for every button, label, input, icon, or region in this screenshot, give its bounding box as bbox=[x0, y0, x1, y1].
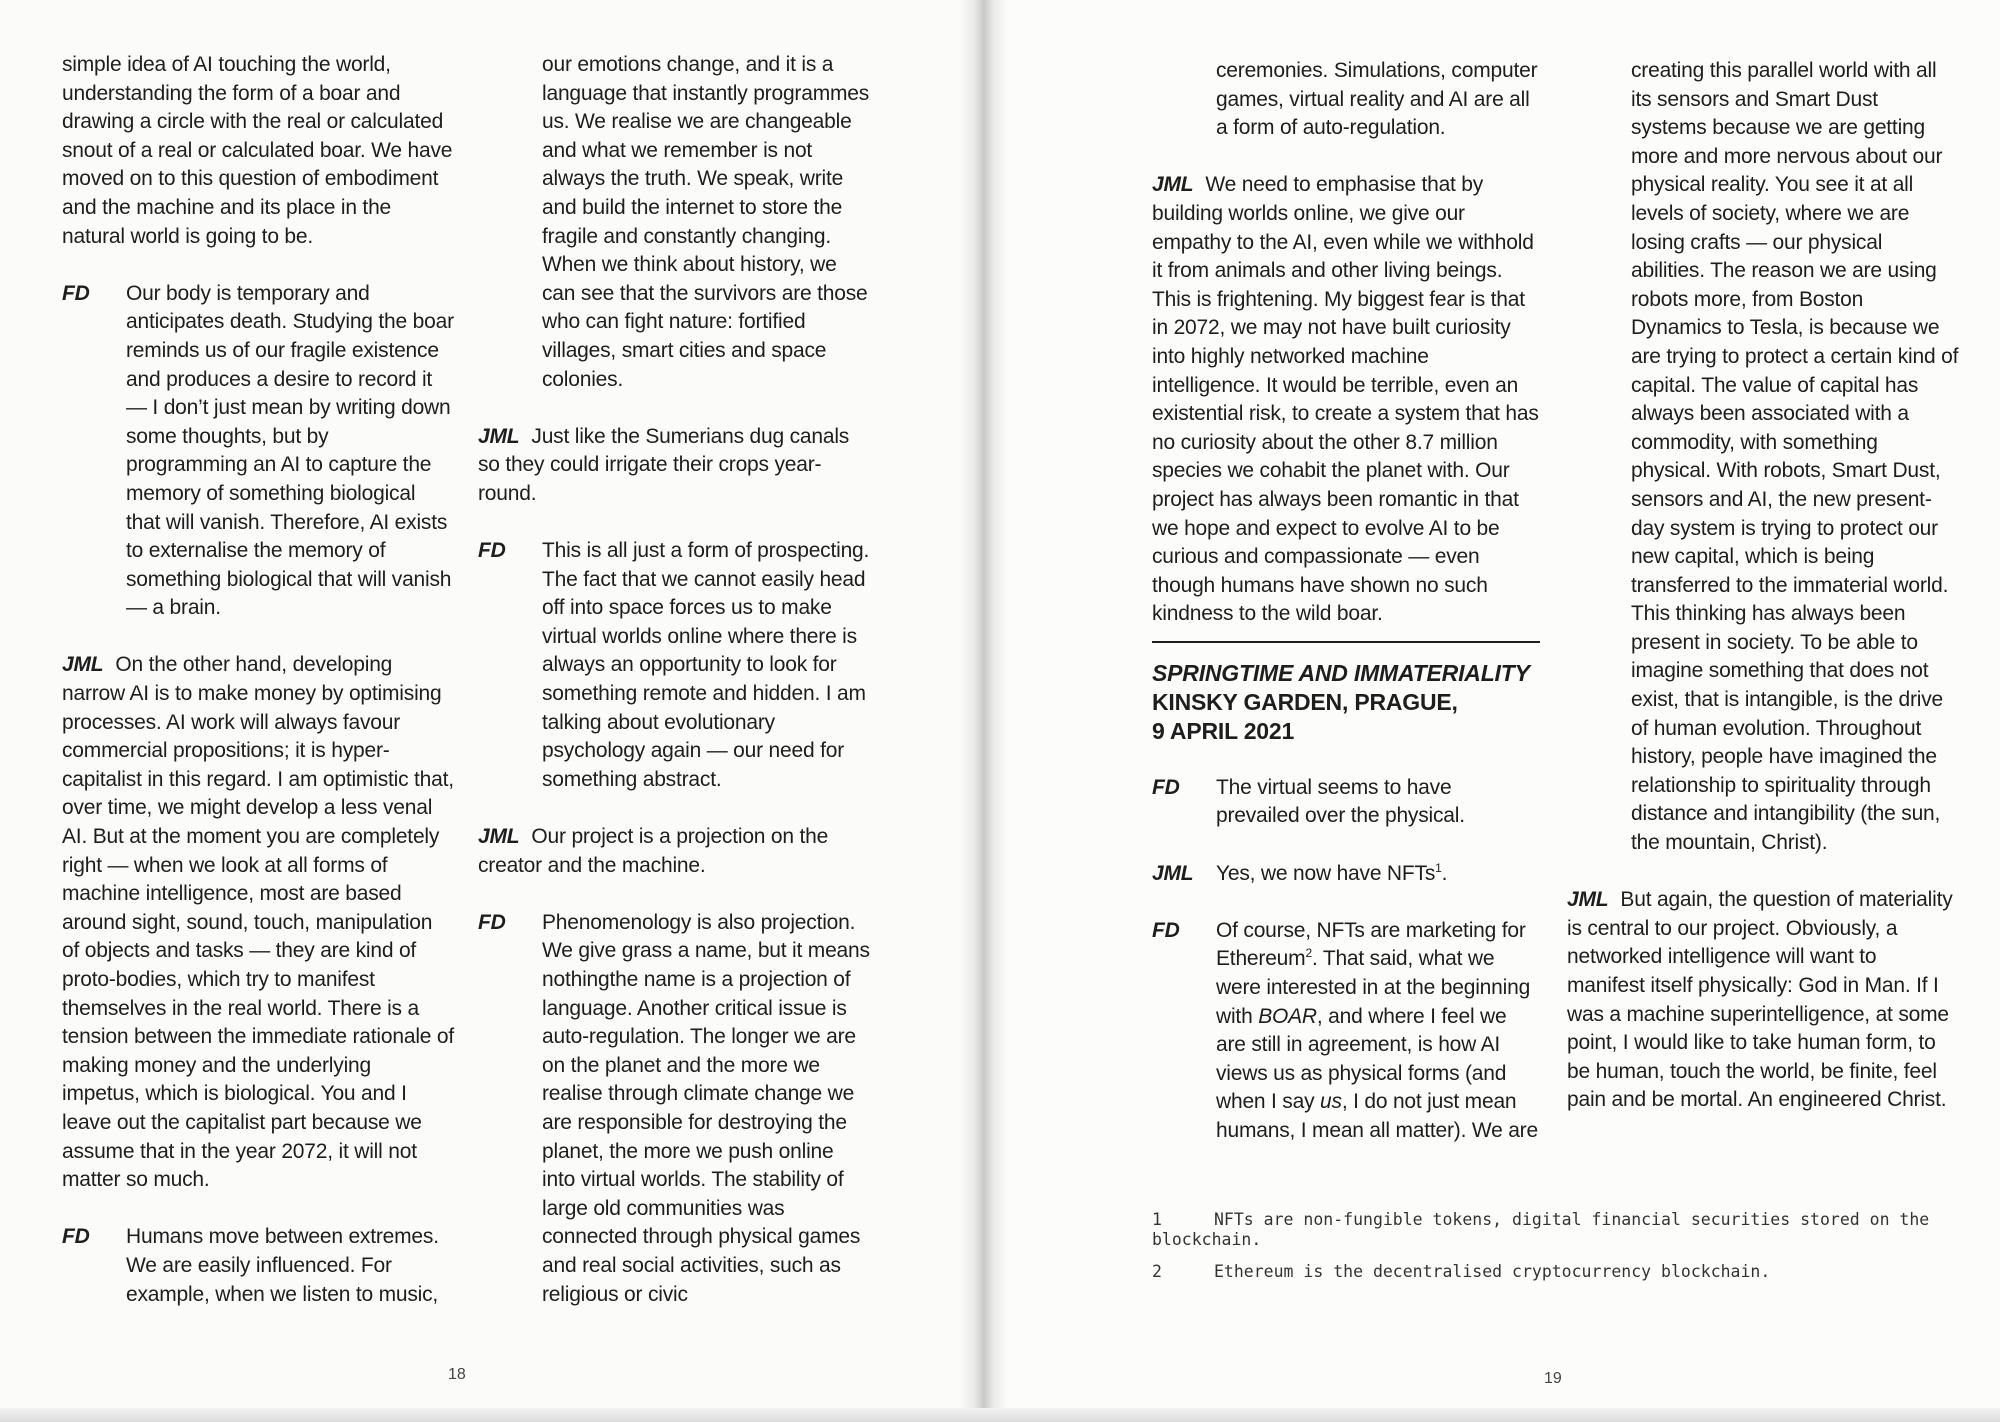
speaker-label: FD bbox=[478, 910, 506, 934]
dialogue-text: Our body is temporary and anticipates death. Studying the boar reminds us of our fragile existence and produces a desire to record it — I don’t just mean by writing down some thoughts, but by programming an AI to capture the memory of something biological that will vanish. Therefore, AI exists to externalise the memory of something biological that will vanish — a brain. bbox=[126, 281, 454, 620]
dialogue-text: The virtual seems to have prevailed over the physical. bbox=[1216, 775, 1465, 828]
dialogue-entry-fd bbox=[1152, 774, 1540, 831]
dialogue-entry-jml bbox=[1152, 171, 1540, 629]
dialogue-entry-fd bbox=[1152, 917, 1540, 1146]
section-divider bbox=[1152, 641, 1540, 643]
emphasis: BOAR bbox=[1258, 1004, 1317, 1028]
footnote-number: 1 bbox=[1152, 1210, 1162, 1229]
speaker-label: JML bbox=[478, 825, 520, 849]
footnote-ref: 2 bbox=[1305, 946, 1312, 961]
footnote bbox=[1152, 1210, 1932, 1250]
dialogue-text: On the other hand, developing narrow AI is to make money by optimising processes. AI work will always favour commercial propositions; it is hyper-capitalist in this regard. I am optimistic that, over time, we might develop a less venal AI. But at the moment you are completely right — when we look at all forms of machine intelligence, most are based around sight, sound, touch, manipulation of objects and tasks — they are kind of proto-bodies, which try to manifest themselves in the real world. There is a tension between the immediate rationale of making money and the underlying impetus, which is biological. You and I leave out the capitalist part because we assume that in the year 2072, it will not matter so much. bbox=[62, 653, 455, 1192]
emphasis: us bbox=[1320, 1090, 1342, 1114]
section-heading bbox=[1152, 659, 1540, 746]
speaker-label: FD bbox=[1152, 918, 1180, 942]
dialogue-entry-jml bbox=[478, 423, 870, 509]
paragraph: our emotions change, and it is a language that instantly programmes us. We realise we are changeable and what we remember is not always the truth. We speak, write and build the internet to store the fragile and constantly changing. When we think about history, we can see that the survivors are those who can fight nature: fortified villages, smart cities and space colonies. bbox=[542, 53, 870, 391]
dialogue-entry-fd bbox=[478, 909, 870, 1309]
section-date: 9 APRIL 2021 bbox=[1152, 717, 1295, 744]
speaker-label: FD bbox=[62, 281, 90, 305]
dialogue-text: Humans move between extremes. We are easily influenced. For example, when we listen to music, bbox=[126, 1225, 439, 1306]
dialogue-text: We need to emphasise that by building worlds online, we give our empathy to the AI, even while we withhold it from animals and other living beings. This is frightening. My biggest fear is that in 2072, we may not have built curiosity into highly networked machine intelligence. It would be terrible, even an existential risk, to create a system that has no curiosity about the other 8.7 million species we cohabit the planet with. Our project has always been romantic in that we hope and expect to evolve AI to be curious and compassionate — even though humans have shown no such kindness to the wild boar. bbox=[1152, 173, 1539, 626]
footnote-number: 2 bbox=[1152, 1262, 1162, 1281]
paragraph: ceremonies. Simulations, computer games, virtual reality and AI are all a form of auto-regulation. bbox=[1216, 59, 1538, 140]
dialogue-text-part: . bbox=[1441, 861, 1448, 885]
dialogue-entry-fd bbox=[62, 280, 454, 623]
paragraph: creating this parallel world with all its sensors and Smart Dust systems because we are getting more and more nervous about our physical reality. You see it at all levels of society, where we are losing crafts — our physical abilities. The reason we are using robots more, from Boston Dynamics to Tesla, is because we are trying to protect a certain kind of capital. The value of capital has always been associated with a commodity, with something physical. With robots, Smart Dust, sensors and AI, the new present-day system is trying to protect our new capital, which is being transferred to the immaterial world. This thinking has always been present in society. To be able to imagine something that does not exist, that is intangible, is the drive of human evolution. Throughout history, people have imagined the relationship to spirituality through distance and intangibility (the sun, the mountain, Christ). bbox=[1631, 59, 1959, 855]
footnotes bbox=[1152, 1210, 1932, 1294]
speaker-label: JML bbox=[1152, 173, 1194, 197]
speaker-label: FD bbox=[478, 539, 506, 563]
dialogue-entry-jml bbox=[1567, 886, 1959, 1115]
right-column-1 bbox=[1152, 57, 1540, 1174]
footnote-text: NFTs are non-fungible tokens, digital financial securities stored on the blockchain. bbox=[1152, 1210, 1930, 1249]
dialogue-text-part: , I do not just mean humans, I mean all matter). We are bbox=[1216, 1090, 1538, 1142]
dialogue-text bbox=[1216, 917, 1540, 1146]
page-number-right: 19 bbox=[1544, 1370, 1562, 1387]
page-bottom-edge bbox=[0, 1408, 2000, 1422]
dialogue-text: Our project is a projection on the creator and the machine. bbox=[478, 825, 829, 877]
page-number-left: 18 bbox=[448, 1366, 466, 1383]
dialogue-text-part: Yes, we now have NFTs bbox=[1216, 861, 1436, 885]
left-column-2 bbox=[478, 51, 870, 1338]
section-title: SPRINGTIME AND IMMATERIALITY bbox=[1152, 659, 1530, 686]
dialogue-text: Phenomenology is also projection. We give grass a name, but it means nothingthe name is a projection of language. Another critical issue is auto-regulation. The longer we are on the planet and the more we realise through climate change we are responsible for destroying the planet, the more we push online into virtual worlds. The stability of large old communities was connected through physical games and real social activities, such as religious or civic bbox=[542, 910, 870, 1306]
speaker-label: JML bbox=[62, 653, 104, 677]
dialogue-text-part: , and where I feel we are still in agreement, is how AI views us as physical forms (and when I say bbox=[1216, 1004, 1507, 1114]
dialogue-text: But again, the question of materiality is central to our project. Obviously, a networked intelligence will want to manifest itself physically: God in Man. If I was a machine superintelligence, at some point, I would like to take human form, to be human, touch the world, be finite, feel pain and be mortal. An engineered Christ. bbox=[1567, 888, 1953, 1112]
dialogue-text-part: Of course, NFTs are marketing for Ethereum bbox=[1216, 918, 1526, 971]
dialogue-text: Just like the Sumerians dug canals so they could irrigate their crops year-round. bbox=[478, 424, 850, 505]
book-gutter bbox=[960, 0, 1008, 1422]
footnote bbox=[1152, 1262, 1932, 1282]
speaker-label: JML bbox=[1567, 888, 1609, 912]
dialogue-text bbox=[1216, 860, 1540, 889]
dialogue-entry-fd bbox=[62, 1223, 454, 1309]
footnote-text: Ethereum is the decentralised cryptocurrency blockchain. bbox=[1214, 1262, 1771, 1281]
right-column-2 bbox=[1567, 57, 1959, 1144]
dialogue-entry-jml bbox=[478, 823, 870, 880]
dialogue-entry-fd bbox=[478, 537, 870, 794]
dialogue-entry-jml bbox=[62, 651, 454, 1194]
speaker-label: FD bbox=[1152, 775, 1180, 799]
section-place: KINSKY GARDEN, PRAGUE, bbox=[1152, 688, 1458, 715]
left-column-1 bbox=[62, 51, 454, 1338]
speaker-label: JML bbox=[1152, 861, 1194, 885]
dialogue-text-part: . That said, what we were interested in at the beginning with bbox=[1216, 947, 1531, 1028]
speaker-label: JML bbox=[478, 424, 520, 448]
dialogue-entry-jml bbox=[1152, 860, 1540, 889]
dialogue-text: This is all just a form of prospecting. The fact that we cannot easily head off into space forces us to make virtual worlds online where there is always an opportunity to look for something remote and hidden. I am talking about evolutionary psychology again — our need for something abstract. bbox=[542, 539, 870, 791]
speaker-label: FD bbox=[62, 1225, 90, 1249]
footnote-ref: 1 bbox=[1435, 860, 1442, 875]
paragraph: simple idea of AI touching the world, understanding the form of a boar and drawing a circle with the real or calculated snout of a real or calculated boar. We have moved on to this question of embodiment and the machine and its place in the natural world is going to be. bbox=[62, 53, 453, 248]
